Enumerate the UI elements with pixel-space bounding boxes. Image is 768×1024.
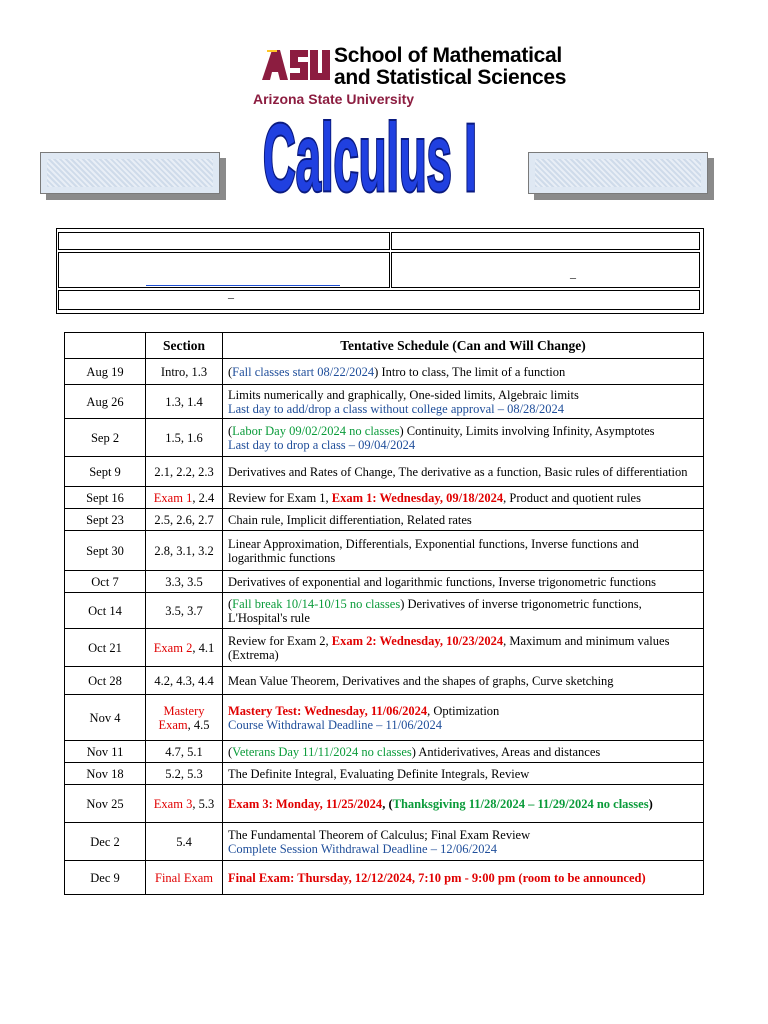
schedule-text: Veterans Day 11/11/2024 no classes — [232, 744, 412, 759]
row-week: Sept 23 — [65, 509, 146, 531]
section-text: 1.5, 1.6 — [165, 430, 203, 445]
schedule-line — [228, 575, 698, 589]
schedule-table — [64, 332, 704, 895]
schedule-text: ) — [648, 796, 653, 811]
schedule-line — [228, 551, 698, 565]
schedule-text: Limits numerically and graphically, One-sided limits, Algebraic limits — [228, 387, 579, 402]
table-row — [65, 763, 704, 785]
info-cell-office — [391, 232, 700, 250]
header-section: Section — [146, 333, 223, 359]
department-name-line2: and Statistical Sciences — [334, 66, 567, 89]
row-schedule — [223, 457, 704, 487]
schedule-text: Derivatives of exponential and logarithmic functions, Inverse trigonometric functions — [228, 574, 657, 589]
schedule-text: ( — [228, 364, 233, 379]
row-schedule — [223, 419, 704, 457]
schedule-text: ) Intro to class, The limit of a function — [374, 364, 566, 379]
section-text: , 4.5 — [187, 717, 210, 732]
row-section — [146, 531, 223, 571]
row-schedule — [223, 571, 704, 593]
schedule-line — [228, 537, 698, 551]
row-week: Nov 18 — [65, 763, 146, 785]
section-text: Exam — [158, 717, 188, 732]
schedule-line — [228, 465, 698, 479]
info-dash: – — [570, 270, 576, 284]
row-week: Oct 14 — [65, 593, 146, 629]
row-schedule — [223, 785, 704, 823]
row-week: Nov 11 — [65, 741, 146, 763]
section-text: 5.4 — [176, 834, 192, 849]
row-week: Oct 7 — [65, 571, 146, 593]
table-row — [65, 695, 704, 741]
section-text: Exam 2 — [153, 640, 193, 655]
schedule-text: Last day to drop a class – 09/04/2024 — [228, 437, 416, 452]
schedule-line — [228, 438, 698, 452]
table-row — [65, 785, 704, 823]
section-text: 4.7, 5.1 — [165, 744, 203, 759]
schedule-text: Review for Exam 2, — [228, 633, 332, 648]
schedule-text: Exam 2: Wednesday, 10/23/2024 — [331, 633, 504, 648]
row-section — [146, 667, 223, 695]
email-link[interactable] — [146, 285, 340, 286]
section-text: 2.5, 2.6, 2.7 — [154, 512, 214, 527]
row-schedule — [223, 667, 704, 695]
info-dash: – — [228, 290, 234, 304]
schedule-text: Final Exam: Thursday, 12/12/2024, 7:10 pm - 9:00 pm (room to be announced) — [228, 870, 646, 885]
schedule-text: ) Continuity, Limits involving Infinity, Asymptotes — [399, 423, 655, 438]
table-row — [65, 359, 704, 385]
row-schedule — [223, 861, 704, 895]
asu-logo — [254, 50, 330, 87]
row-schedule — [223, 763, 704, 785]
schedule-line — [228, 402, 698, 416]
row-schedule — [223, 741, 704, 763]
banner-right-box — [528, 152, 708, 194]
schedule-text: Labor Day 09/02/2024 no classes — [232, 423, 400, 438]
info-cell-instructor — [58, 232, 390, 250]
section-text: 2.1, 2.2, 2.3 — [154, 464, 214, 479]
schedule-text: L'Hospital's rule — [228, 610, 310, 625]
schedule-text: Derivatives and Rates of Change, The derivative as a function, Basic rules of differentiation — [228, 464, 688, 479]
banner-left-box — [40, 152, 220, 194]
schedule-line — [228, 611, 698, 625]
university-name: Arizona State University — [253, 91, 415, 107]
row-week: Sept 16 — [65, 487, 146, 509]
table-row — [65, 509, 704, 531]
course-title-text: Calculus I — [263, 104, 477, 211]
section-text: , 4.1 — [192, 640, 215, 655]
schedule-text: The Fundamental Theorem of Calculus; Final Exam Review — [228, 827, 531, 842]
row-section — [146, 785, 223, 823]
row-week: Aug 26 — [65, 385, 146, 419]
logo-text: ASU — [292, 79, 295, 80]
row-week: Sep 2 — [65, 419, 146, 457]
row-section — [146, 509, 223, 531]
section-text: Mastery — [163, 703, 205, 718]
table-row — [65, 861, 704, 895]
table-row — [65, 385, 704, 419]
table-row — [65, 667, 704, 695]
schedule-text: Exam 3: Monday, 11/25/2024 — [228, 796, 383, 811]
row-week: Sept 9 — [65, 457, 146, 487]
row-schedule — [223, 487, 704, 509]
row-schedule — [223, 531, 704, 571]
row-week: Dec 9 — [65, 861, 146, 895]
row-schedule — [223, 629, 704, 667]
row-week: Dec 2 — [65, 823, 146, 861]
section-text: , 2.4 — [192, 490, 215, 505]
row-section — [146, 593, 223, 629]
course-title — [256, 104, 484, 216]
schedule-line — [228, 674, 698, 688]
row-section — [146, 419, 223, 457]
schedule-line — [228, 513, 698, 527]
schedule-text: Fall classes start 08/22/2024 — [232, 364, 375, 379]
schedule-text: Course Withdrawal Deadline – 11/06/2024 — [228, 717, 443, 732]
schedule-line — [228, 597, 698, 611]
schedule-line — [228, 388, 698, 402]
schedule-text: ( — [228, 744, 233, 759]
section-text: Exam 3 — [153, 796, 193, 811]
section-text: 3.3, 3.5 — [165, 574, 203, 589]
table-header-row — [65, 333, 704, 359]
row-week: Aug 19 — [65, 359, 146, 385]
row-section — [146, 823, 223, 861]
schedule-line — [228, 842, 698, 856]
row-schedule — [223, 359, 704, 385]
schedule-text: ) Derivatives of inverse trigonometric functions, — [400, 596, 642, 611]
row-schedule — [223, 823, 704, 861]
schedule-text: ( — [228, 423, 233, 438]
schedule-line — [228, 745, 698, 759]
schedule-line — [228, 365, 698, 379]
schedule-text: ( — [228, 596, 233, 611]
table-row — [65, 593, 704, 629]
info-cell-hours — [391, 252, 700, 288]
table-row — [65, 487, 704, 509]
schedule-line — [228, 871, 698, 885]
table-row — [65, 629, 704, 667]
table-row — [65, 457, 704, 487]
header-week — [65, 333, 146, 359]
section-text: 5.2, 5.3 — [165, 766, 203, 781]
row-section — [146, 763, 223, 785]
row-schedule — [223, 695, 704, 741]
schedule-line — [228, 424, 698, 438]
row-section — [146, 487, 223, 509]
schedule-text: Mean Value Theorem, Derivatives and the shapes of graphs, Curve sketching — [228, 673, 614, 688]
row-section — [146, 359, 223, 385]
table-row — [65, 741, 704, 763]
schedule-text: Mastery Test: Wednesday, 11/06/2024 — [228, 703, 428, 718]
schedule-text: Chain rule, Implicit differentiation, Related rates — [228, 512, 472, 527]
row-schedule — [223, 385, 704, 419]
table-row — [65, 531, 704, 571]
schedule-text: The Definite Integral, Evaluating Definite Integrals, Review — [228, 766, 530, 781]
row-week: Sept 30 — [65, 531, 146, 571]
table-row — [65, 419, 704, 457]
schedule-text: Last day to add/drop a class without college approval – 08/28/2024 — [228, 401, 565, 416]
row-section — [146, 861, 223, 895]
schedule-body — [65, 359, 704, 895]
section-text: 2.8, 3.1, 3.2 — [154, 543, 214, 558]
section-text: Intro, 1.3 — [160, 364, 208, 379]
schedule-line — [228, 797, 698, 811]
schedule-text: , Optimization — [427, 703, 500, 718]
schedule-line — [228, 828, 698, 842]
row-section — [146, 741, 223, 763]
section-text: 4.2, 4.3, 4.4 — [154, 673, 214, 688]
schedule-line — [228, 767, 698, 781]
section-text: , 5.3 — [192, 796, 215, 811]
section-text: 1.3, 1.4 — [165, 394, 203, 409]
schedule-line — [228, 704, 698, 718]
info-cell-email — [58, 252, 390, 288]
row-section — [146, 457, 223, 487]
info-cell-class-time — [58, 290, 700, 310]
row-week: Oct 21 — [65, 629, 146, 667]
table-row — [65, 571, 704, 593]
row-section — [146, 385, 223, 419]
schedule-line — [228, 491, 698, 505]
schedule-text: Exam 1: Wednesday, 09/18/2024 — [331, 490, 504, 505]
schedule-line — [228, 634, 698, 648]
table-row — [65, 823, 704, 861]
schedule-text: logarithmic functions — [228, 550, 336, 565]
schedule-text: , Product and quotient rules — [503, 490, 641, 505]
schedule-text: , ( — [382, 796, 393, 811]
row-section — [146, 571, 223, 593]
schedule-text: , Maximum and minimum values — [503, 633, 670, 648]
schedule-text: Thanksgiving 11/28/2024 – 11/29/2024 no classes — [392, 796, 649, 811]
schedule-text: Fall break 10/14-10/15 no classes — [232, 596, 401, 611]
row-section — [146, 629, 223, 667]
department-name-line1: School of Mathematical — [334, 44, 562, 67]
row-schedule — [223, 509, 704, 531]
section-text: Final Exam — [155, 870, 213, 885]
schedule-line — [228, 648, 698, 662]
row-week: Nov 25 — [65, 785, 146, 823]
schedule-text: ) Antiderivatives, Areas and distances — [411, 744, 601, 759]
header-schedule: Tentative Schedule (Can and Will Change) — [223, 333, 704, 359]
row-week: Nov 4 — [65, 695, 146, 741]
section-text: 3.5, 3.7 — [165, 603, 203, 618]
row-section — [146, 695, 223, 741]
row-week: Oct 28 — [65, 667, 146, 695]
schedule-text: Linear Approximation, Differentials, Exponential functions, Inverse functions and — [228, 536, 639, 551]
schedule-text: Review for Exam 1, — [228, 490, 332, 505]
schedule-line — [228, 718, 698, 732]
schedule-text: Complete Session Withdrawal Deadline – 12/06/2024 — [228, 841, 498, 856]
schedule-text: (Extrema) — [228, 647, 279, 662]
section-text: Exam 1 — [153, 490, 193, 505]
row-schedule — [223, 593, 704, 629]
